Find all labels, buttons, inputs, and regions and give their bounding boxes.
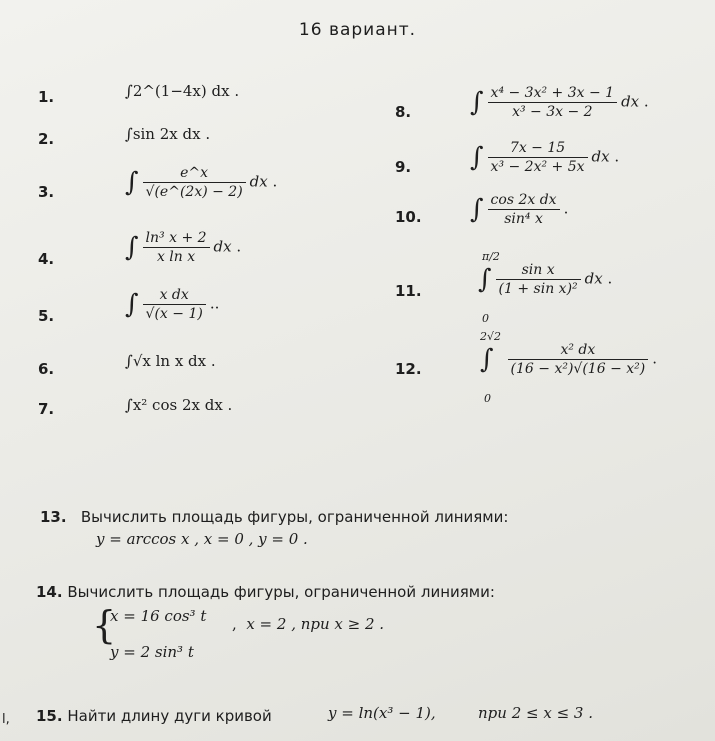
integral-sign: ∫ (478, 264, 492, 295)
task-13-number: 13. (40, 508, 67, 526)
problem-1-expression: ∫2^(1−4x) dx . (125, 82, 240, 100)
numerator: x² dx (508, 342, 649, 360)
problem-9-number: 9. (395, 158, 412, 176)
fraction (508, 342, 649, 377)
denominator: x³ − 3x − 2 (512, 104, 593, 120)
problem-10-expression: ∫ $\frac{\text{cos 2x dx}}{\text{sin⁴ x}}$ . (470, 192, 569, 227)
problem-5-number: 5. (38, 307, 55, 325)
denominator: (1 + sin x)² (498, 281, 578, 297)
problem-2-expression: ∫sin 2x dx . (125, 125, 211, 143)
system-equation-2: y = 2 sin³ t (110, 643, 194, 661)
denominator: x³ − 2x² + 5x (490, 159, 585, 175)
task-15-curve: y = ln(x³ − 1), (328, 704, 436, 722)
system-equation-1: x = 16 cos³ t (110, 607, 207, 625)
problem-11-number: 11. (395, 282, 422, 300)
fraction (488, 140, 588, 175)
integral-sign: ∫ (125, 232, 139, 263)
task-15-condition: при 2 ≤ x ≤ 3 . (478, 704, 593, 722)
integral-sign: ∫ (470, 194, 484, 225)
problem-4-number: 4. (38, 250, 55, 268)
problem-2-number: 2. (38, 130, 55, 148)
denominator: (16 − x²)√(16 − x²) (510, 361, 646, 377)
numerator: x dx (143, 287, 206, 305)
task-15-text: Найти длину дуги кривой (67, 707, 272, 725)
problem-10-number: 10. (395, 208, 422, 226)
integral-sign: ∫ (125, 289, 139, 320)
page-title: 16 вариант. (298, 20, 417, 40)
numerator: x⁴ − 3x² + 3x − 1 (488, 85, 618, 103)
problem-12-number: 12. (395, 360, 422, 378)
integral-sign: ∫ (470, 87, 484, 118)
task-13 (40, 508, 508, 526)
lower-limit: 0 (484, 392, 491, 405)
system-brace: { (92, 603, 117, 647)
upper-limit: π/2 (482, 250, 500, 263)
fraction (143, 287, 206, 322)
problem-7-expression: ∫x² cos 2x dx . (125, 396, 233, 414)
task-13-lines: y = arccos x , x = 0 , y = 0 . (96, 530, 308, 548)
task-13-text: Вычислить площадь фигуры, ограниченной линиями: (80, 508, 509, 526)
denominator: x ln x (156, 249, 196, 265)
problem-6-number: 6. (38, 360, 55, 378)
numerator: cos 2x dx (488, 192, 560, 210)
integral-sign: ∫ (125, 167, 139, 198)
denominator: √(e^(2x) − 2) (145, 184, 243, 200)
denominator: √(x − 1) (145, 306, 203, 322)
task-14-number: 14. (36, 583, 63, 601)
numerator: e^x (143, 165, 246, 183)
problem-3-expression: ∫ $\frac{e\^{}x}{√(e\^{}(2x) - 2)}$ dx . (125, 165, 278, 200)
numerator: sin x (496, 262, 581, 280)
problem-5-expression: ∫ $\frac{\text{x dx}}{√(x - 1)}$ .. (125, 287, 220, 322)
numerator: ln³ x + 2 (143, 230, 210, 248)
problem-1-number: 1. (38, 88, 55, 106)
upper-limit: 2√2 (480, 330, 502, 343)
task-15-number: 15. (36, 707, 63, 725)
lower-limit: 0 (482, 312, 489, 325)
edge-mark: l, (2, 712, 10, 727)
task-14-condition-text: x = 2 , при x ≥ 2 . (246, 615, 385, 633)
fraction (143, 230, 210, 265)
numerator: 7x − 15 (488, 140, 588, 158)
fraction (496, 262, 581, 297)
task-14-condition: , x = 2 , при x ≥ 2 . (232, 615, 385, 633)
fraction (488, 192, 560, 227)
problem-11-expression: ∫ $\frac{\text{sin x}}{\text{(1 + sin x)²}}$ dx . (478, 262, 613, 297)
problem-4-expression: ∫ $\frac{\text{ln³ x + 2}}{\text{x ln x}}$ dx . (125, 230, 242, 265)
task-14-text: Вычислить площадь фигуры, ограниченной линиями: (67, 583, 495, 601)
task-14 (36, 583, 495, 601)
problem-8-expression: ∫ $\frac{\text{x⁴ − 3x² + 3x − 1}}{\text{x³ − 3x − 2}}$ dx . (470, 85, 649, 120)
problem-8-number: 8. (395, 103, 412, 121)
problem-7-number: 7. (38, 400, 55, 418)
task-15 (36, 707, 272, 725)
problem-12-expression: ∫ $\frac{\text{x² dx}}{\text{(16 − x²)√(16 − x²)}}$ . (480, 342, 658, 377)
problem-9-expression: ∫ $\frac{7x - 15}{\text{x³ − 2x² + 5x}}$ dx . (470, 140, 620, 175)
integral-sign: ∫ (480, 344, 494, 375)
fraction (143, 165, 246, 200)
denominator: sin⁴ x (504, 211, 543, 227)
problem-6-expression: ∫√x ln x dx . (125, 352, 216, 370)
integral-sign: ∫ (470, 142, 484, 173)
problem-3-number: 3. (38, 183, 55, 201)
fraction (488, 85, 618, 120)
